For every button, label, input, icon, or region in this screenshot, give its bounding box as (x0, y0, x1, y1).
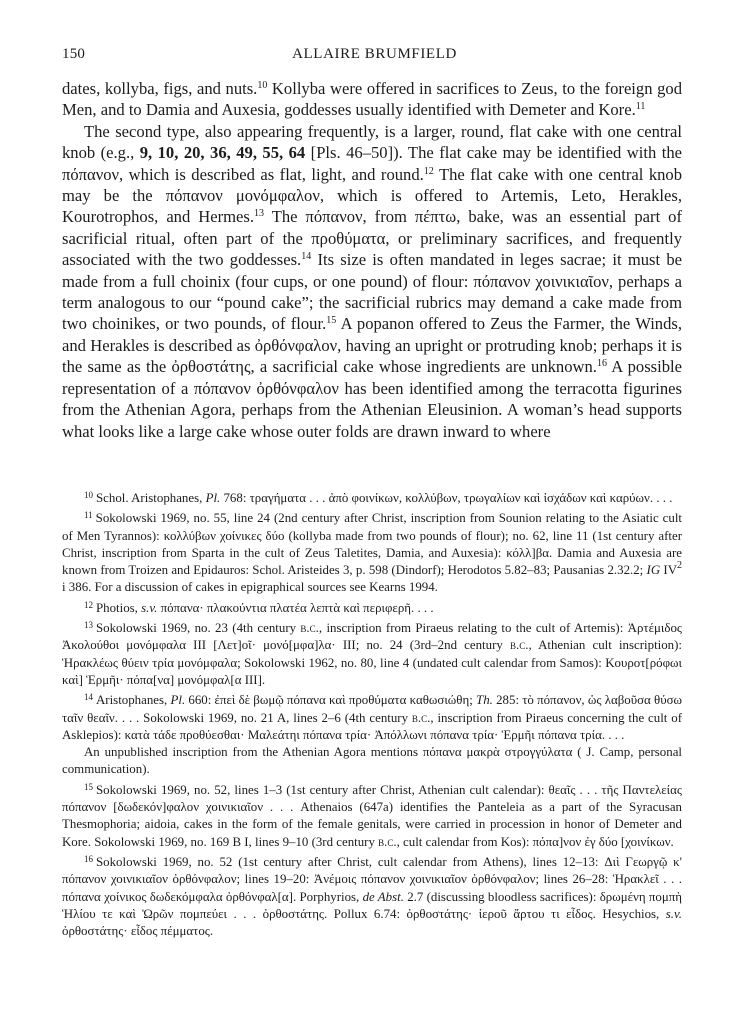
footnote-ref-11: 11 (635, 101, 646, 113)
running-head (62, 46, 687, 68)
paragraph-2: The second type, also appearing frequently, is a larger, round, flat cake with one central knob (e.g., 9, 10, 20, 36, 49, 55, 64 [Pls. 46–50]). The flat cake may be identified with the πόπανον, which is described as flat, light, and round.$^{12}$ The flat cake with one central knob may be the πόπανον μονόμφαλον, which is offered to Artemis, Leto, Herakles, Kourotrophos, and Hermes.$^{13}$ The πόπανον, from πέπτω, bake, was an essential part of sacrificial ritual, often part of the προθύματα, or preliminary sacrifices, and frequently associated with the two goddesses.$^{14}$ Its size is often mandated in leges sacrae; it must be made from a full choinix (four cups, or one pound) of flour: πόπανον χοινικιαῖον, perhaps a term analogous to our “pound cake”; the sacrificial rubrics may demand a cake made from two choinikes, or two pounds, of flour.$^{15}$ A popanon offered to Zeus the Farmer, the Winds, and Herakles is described as ὀρθόνφαλον, having an upright or protruding knob; perhaps it is the same as the ὀρθοστάτης, a sacrificial cake whose ingredients are unknown.$^{16}$ A possible representation of a πόπανον ὀρθόνφαλον has been identified among the terracotta figurines from the Athenian Agora, perhaps from the Athenian Eleusinion. A woman’s head supports what looks like a large cake whose outer folds are drawn inward to where (62, 121, 683, 441)
footnote-10: $^{10}$ Schol. Aristophanes, Pl. 768: τραγήματα . . . ἀπὸ φοινίκων, κολλύβων, τρωγαλίων καὶ ἰσχάδων καὶ καρύων. . . . (84, 490, 673, 505)
footnote-ref-16: 16 (596, 358, 607, 370)
footnote-ref-14: 14 (301, 251, 312, 263)
footnote-12: $^{12}$ Photios, s.v. πόπανα· πλακούντια πλατέα λεπτὰ καὶ περιφερῆ. . . . (84, 599, 434, 615)
footnote-ref-15: 15 (326, 315, 337, 327)
footnote-ref-10: 10 (257, 80, 268, 91)
footnote-14: $^{14}$ Aristophanes, Pl. 660: ἐπεὶ δὲ βωμῷ πόπανα καὶ προθύματα καθωσιώθη; Th. 285: τὸ πόπανον, ὡς λαβοῦσα θύσω ταῖν θεαῖν. . . . Sokolowski 1969, no. 21 A, lines 2–6 (4th century b.c., inscription from Piraeus concerning the cult of Asklepios): κατὰ τάδε προθύεσθαι· Μαλεάτηι πόπανα τρία· Ἀπόλλωνι πόπανα τρία· Ἑρμῆι πόπανα τρία. . . . (62, 692, 683, 742)
footnote-13: $^{13}$ Sokolowski 1969, no. 23 (4th century b.c., inscription from Piraeus relating to the cult of Artemis): Ἀρτέμιδος Ἀκολούθοι μονόμφαλα ΙΙΙ [Λετ]οῖ· μονό[μφα]λα· ΙΙΙ; no. 24 (3rd–2nd century b.c., Athenian cult inscription): Ἡρακλέως θύειν τρία μονόμφαλα; Sokolowski 1962, no. 80, line 4 (undated cult calendar from Samos): Κουροτ[ρόφωι καὶ] Ἑρμῆι· πόπα[να] μονόμφαλ[α ΙΙΙ]. (62, 620, 682, 687)
running-title: ALLAIRE BRUMFIELD (292, 46, 457, 62)
main-text (62, 78, 682, 442)
plate-numbers: 9, 10, 20, 36, 49, 55, 64 (139, 143, 306, 163)
footnote-ref-13: 13 (254, 208, 265, 220)
footnote-ref-12: 12 (423, 165, 434, 177)
footnotes (62, 487, 682, 940)
footnote-11: $^{11}$ Sokolowski 1969, no. 55, line 24 (2nd century after Christ, inscription from Sounion relating to the Asiatic cult of Men Tyrannos): κολλύβων χοίνικες δύο (kollyba made from two pounds of flour); no. 62, line 11 (1st century after Christ, inscription from Sparta in the cult of Zeus Taletites, Damia, and Auxesia): κόλλ]βα. Damia and Auxesia are known from Troizen and Epidauros: Schol. Aristeides 3, p. 598 (Dindorf); Herodotos 5.82–83; Pausanias 2.32.2; IG IV$^2$ i 386. For a discussion of cakes in epigraphical sources see Kearns 1994. (62, 510, 683, 595)
footnote-15: $^{15}$ Sokolowski 1969, no. 52, lines 1–3 (1st century after Christ, Athenian cult calendar): θεαῖς . . . τῆς Παντελείας πόπανον [δωδεκόν]φαλον χοινικιαῖον . . . Athenaios (647a) identifies the Panteleia as a part of the Syracusan Thesmophoria; aidoia, cakes in the form of the female genitals, were carried in procession in honor of Demeter and Kore. Sokolowski 1969, no. 169 B I, lines 9–10 (3rd century b.c., cult calendar from Kos): πόπα]νον ἐγ δύο [χοινίκων. (62, 781, 682, 849)
paragraph-1: dates, kollyba, figs, and nuts.$^{10}$ Kollyba were offered in sacrifices to Zeus, to the foreign god Men, and to Damia and Auxesia, goddesses usually identified with Demeter and Kore.$^{11}$ (62, 79, 682, 120)
footnote-14-continued: An unpublished inscription from the Athenian Agora mentions πόπανα μακρὰ στρογγύλατα ( J. Camp, personal communication). (62, 745, 682, 777)
page-number: 150 (62, 46, 86, 62)
footnote-16: $^{16}$ Sokolowski 1969, no. 52 (1st century after Christ, cult calendar from Athens), lines 12–13: Διὶ Γεωργῷ κ' πόπανον χοινικιαῖον ὀρθόνφαλον; lines 19–20: Ἀνέμοις πόπανον χοινικιαῖον ὀρθόνφαλον; lines 26–28: Ἡρακλεῖ . . . πόπανα χοίνικος δωδεκόμφαλα ὀρθόνφαλ[α]. Porphyrios, de Abst. 2.7 (discussing bloodless sacrifices): δρωμένη πομπὴ Ἡλίου τε καὶ Ὡρῶν πομπεύει . . . ὀρθοστάτης. Pollux 6.74: ὀρθοστάτης· ἱεροῦ ἄρτου τι εἶδος. Hesychios, s.v. ὀρθοστάτης· εἶδος πέμματος. (62, 853, 682, 939)
